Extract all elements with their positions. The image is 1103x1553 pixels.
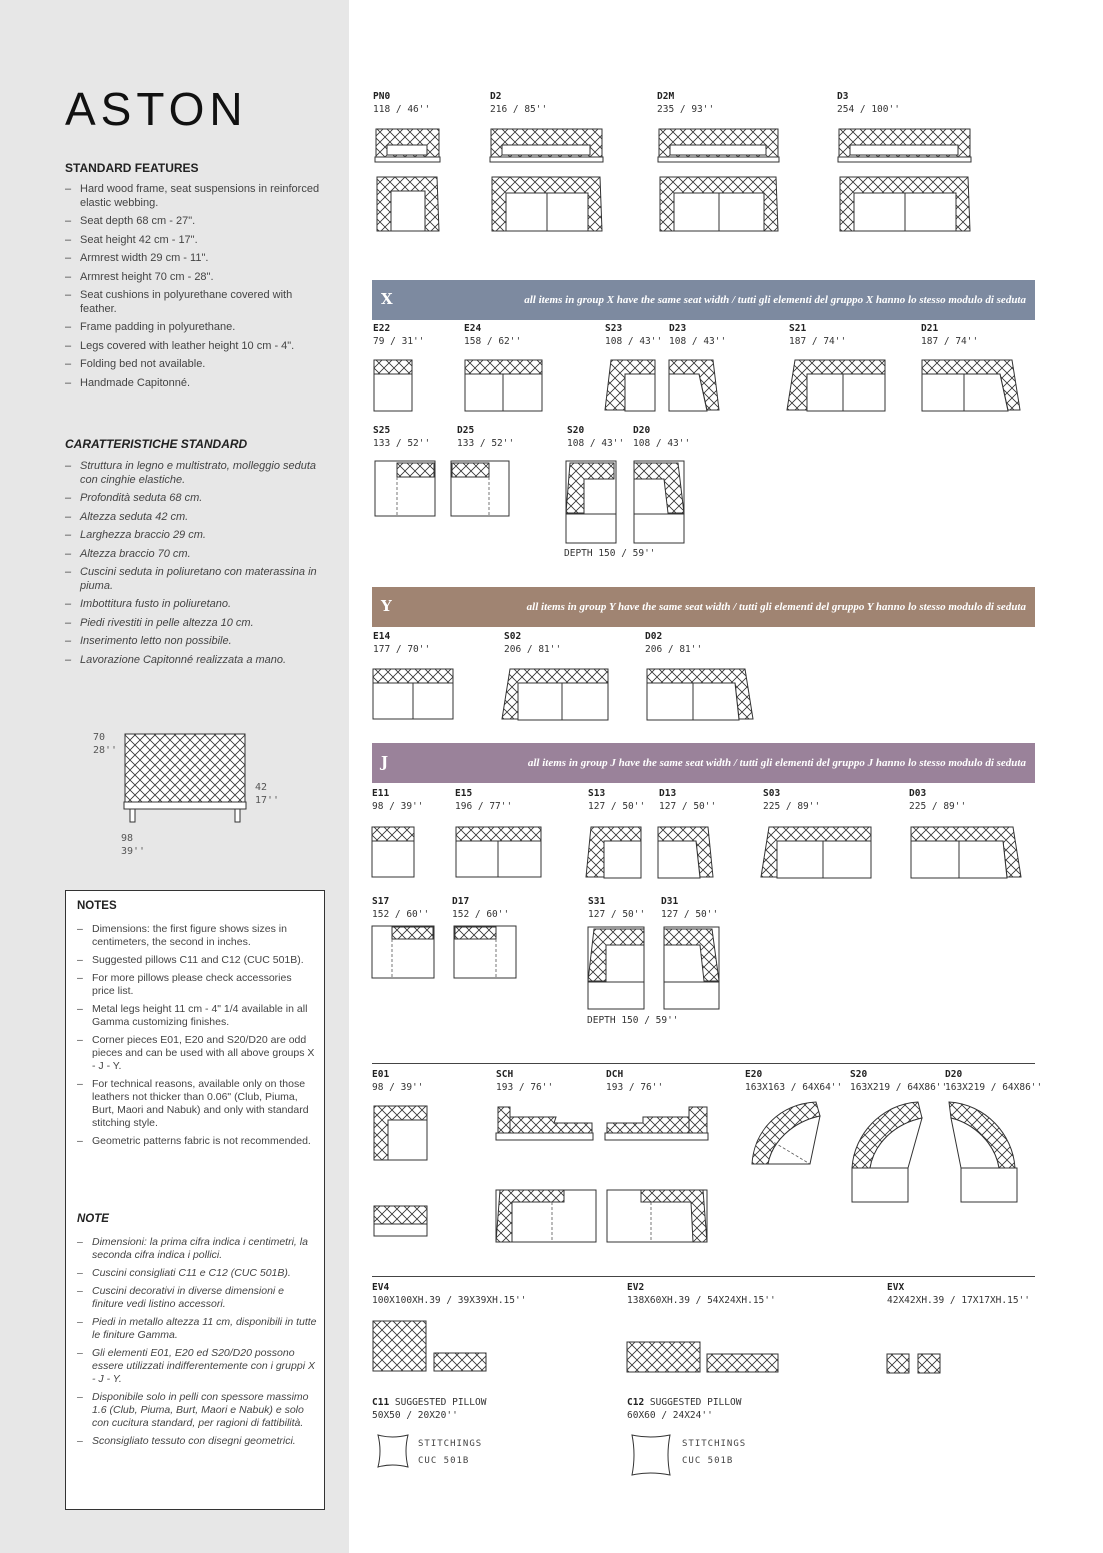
depth-label: DEPTH 150 / 59''	[564, 548, 656, 559]
ev-drawings	[372, 1320, 972, 1376]
item-label: PN0 118 / 46''	[373, 91, 431, 115]
item-label: E01 98 / 39''	[372, 1069, 424, 1093]
item-label: E24 158 / 62''	[464, 323, 522, 347]
feature-item: – Profondità seduta 68 cm.	[65, 492, 325, 506]
ev2-drawing	[627, 1342, 778, 1372]
feature-item: – Piedi rivestiti in pelle altezza 10 cm.	[65, 617, 325, 631]
group-x-row2-drawings	[375, 461, 695, 546]
c12-pillow-drawing	[632, 1435, 670, 1475]
note-item: – Metal legs height 11 cm - 4" 1/4 available in all Gamma customizing finishes.	[77, 1003, 317, 1029]
feature-item: – Seat cushions in polyurethane covered with feather.	[65, 289, 325, 316]
s20-corner-drawing	[852, 1102, 922, 1202]
caratteristiche-list	[65, 460, 325, 672]
feature-item: – Larghezza braccio 29 cm.	[65, 529, 325, 543]
feature-item: – Altezza braccio 70 cm.	[65, 548, 325, 562]
sidebar	[0, 0, 349, 1553]
evx-drawing	[887, 1354, 940, 1373]
side-profile-drawing	[120, 730, 250, 825]
side-height-dim: 70 28''	[93, 732, 118, 756]
feature-item: – Imbottitura fusto in poliuretano.	[65, 598, 325, 612]
d25-drawing	[451, 461, 509, 516]
group-y-band	[372, 587, 1035, 627]
group-j-row2-drawings	[372, 925, 732, 1011]
item-label: S13 127 / 50''	[588, 788, 646, 812]
d03-drawing	[911, 827, 1021, 878]
s13-drawing	[586, 827, 641, 878]
feature-item: – Armrest height 70 cm - 28".	[65, 271, 325, 285]
c11-pillow-drawing	[378, 1435, 408, 1467]
item-label: D02 206 / 81''	[645, 631, 703, 655]
item-label: SCH 193 / 76''	[496, 1069, 554, 1093]
item-label: S25 133 / 52''	[373, 425, 431, 449]
feature-item: – Struttura in legno e multistrato, molleggio seduta con cinghie elastiche.	[65, 460, 325, 487]
group-y-letter: Y	[381, 597, 392, 615]
e14-drawing	[373, 669, 453, 719]
note-item: – Dimensions: the first figure shows sizes in centimeters, the second in inches.	[77, 923, 317, 949]
standard-features-list	[65, 183, 325, 395]
sch-drawing	[496, 1107, 593, 1140]
item-label: E20 163X163 / 64X64''	[745, 1069, 843, 1093]
group-j-letter: J	[381, 753, 389, 771]
e22-drawing	[374, 360, 412, 411]
notes-list	[77, 923, 317, 1153]
feature-item: – Altezza seduta 42 cm.	[65, 511, 325, 525]
item-label: E15 196 / 77''	[455, 788, 513, 812]
group-y-drawings	[373, 667, 763, 723]
note-item: – For technical reasons, available only on those leathers not thicker than 0.06" (Club, Piuma, Burt, Maori and Nabuk) and only with standard stitching style.	[77, 1078, 317, 1130]
section-divider	[372, 1276, 1035, 1277]
e11-drawing	[372, 827, 414, 877]
feature-item: – Seat depth 68 cm - 27".	[65, 215, 325, 229]
sch-plan-drawing	[496, 1190, 596, 1242]
s25-drawing	[375, 461, 435, 516]
group-x-text: all items in group X have the same seat width / tutti gli elementi del gruppo X hanno lo stesso modulo di seduta	[524, 294, 1026, 306]
stitching-note: STITCHINGS CUC 501B	[682, 1439, 747, 1466]
item-label: S23 108 / 43''	[605, 323, 663, 347]
item-label: EV2 138X60XH.39 / 54X24XH.15''	[627, 1282, 776, 1306]
group-x-row1-drawings	[374, 358, 1034, 414]
s02-drawing	[502, 669, 608, 720]
s21-drawing	[787, 360, 885, 411]
item-label: D23 108 / 43''	[669, 323, 727, 347]
feature-item: – Lavorazione Capitonné realizzata a mano.	[65, 654, 325, 668]
item-label: DCH 193 / 76''	[606, 1069, 664, 1093]
notes-box	[65, 890, 325, 1510]
sofa-drawings-row	[375, 127, 975, 237]
item-label: E11 98 / 39''	[372, 788, 424, 812]
note-item: – Disponibile solo in pelli con spessore massimo 1.6 (Club, Piuma, Burt, Maori e Nabuk) e solo con cucitura standard, per ragioni di fattibilità.	[77, 1391, 317, 1430]
note-item: – Cuscini consigliati C11 e C12 (CUC 501B).	[77, 1267, 317, 1280]
item-label: D21 187 / 74''	[921, 323, 979, 347]
d13-drawing	[658, 827, 713, 878]
group-x-letter: X	[381, 290, 393, 308]
feature-item: – Frame padding in polyurethane.	[65, 321, 325, 335]
feature-item: – Hard wood frame, seat suspensions in reinforced elastic webbing.	[65, 183, 325, 210]
item-label: S31 127 / 50''	[588, 896, 646, 920]
pillow-label: C11 SUGGESTED PILLOW 50X50 / 20X20''	[372, 1397, 487, 1421]
sofa-d2m-drawing	[658, 129, 779, 231]
s23-drawing	[605, 360, 655, 411]
item-label: D31 127 / 50''	[661, 896, 719, 920]
s03-drawing	[761, 827, 871, 878]
item-label: D2M 235 / 93''	[657, 91, 715, 115]
note-item: – Geometric patterns fabric is not recommended.	[77, 1135, 317, 1148]
item-label: D2 216 / 85''	[490, 91, 548, 115]
item-label: D20 163X219 / 64X86''	[945, 1069, 1043, 1093]
corner-drawings	[372, 1100, 1032, 1245]
s17-drawing	[372, 926, 434, 978]
item-label: S17 152 / 60''	[372, 896, 430, 920]
item-label: S20 163X219 / 64X86''	[850, 1069, 948, 1093]
feature-item: – Folding bed not available.	[65, 358, 325, 372]
note-item: – Corner pieces E01, E20 and S20/D20 are odd pieces and can be used with all above groups X - J - Y.	[77, 1034, 317, 1073]
e15-drawing	[456, 827, 541, 877]
side-seat-height-dim: 42 17''	[255, 782, 280, 806]
stitching-note: STITCHINGS CUC 501B	[418, 1439, 483, 1466]
group-j-text: all items in group J have the same seat width / tutti gli elementi del gruppo J hanno lo stesso modulo di seduta	[527, 757, 1026, 769]
ev4-drawing	[373, 1321, 486, 1371]
item-label: D3 254 / 100''	[837, 91, 900, 115]
feature-item: – Cuscini seduta in poliuretano con materassina in piuma.	[65, 566, 325, 593]
section-divider	[372, 1063, 1035, 1064]
item-label: S02 206 / 81''	[504, 631, 562, 655]
item-label: E14 177 / 70''	[373, 631, 431, 655]
feature-item: – Armrest width 29 cm - 11".	[65, 252, 325, 266]
d23-drawing	[669, 360, 719, 411]
d20-corner-drawing	[949, 1102, 1017, 1202]
group-x-band	[372, 280, 1035, 320]
d31-drawing	[664, 927, 719, 1009]
item-label: E22 79 / 31''	[373, 323, 425, 347]
sofa-pn0-drawing	[375, 129, 440, 231]
d17-drawing	[454, 926, 516, 978]
note-item: – For more pillows please check accessories price list.	[77, 972, 317, 998]
e20-drawing	[752, 1102, 820, 1164]
group-y-text: all items in group Y have the same seat width / tutti gli elementi del gruppo Y hanno lo stesso modulo di seduta	[526, 601, 1026, 613]
d20-drawing	[634, 461, 684, 543]
item-label: S21 187 / 74''	[789, 323, 847, 347]
note-heading-it: NOTE	[77, 1213, 109, 1225]
item-label: EVX 42X42XH.39 / 17X17XH.15''	[887, 1282, 1030, 1306]
feature-item: – Handmade Capitonné.	[65, 377, 325, 391]
item-label: S03 225 / 89''	[763, 788, 821, 812]
item-label: D03 225 / 89''	[909, 788, 967, 812]
dch-drawing	[605, 1107, 708, 1140]
note-item: – Cuscini decorativi in diverse dimensioni e finiture vedi listino accessori.	[77, 1285, 317, 1311]
standard-features-heading: STANDARD FEATURES	[65, 161, 199, 175]
note-item: – Piedi in metallo altezza 11 cm, disponibili in tutte le finiture Gamma.	[77, 1316, 317, 1342]
feature-item: – Seat height 42 cm - 17".	[65, 234, 325, 248]
item-label: D17 152 / 60''	[452, 896, 510, 920]
e01-side-drawing	[374, 1206, 427, 1236]
note-item: – Dimensioni: la prima cifra indica i centimetri, la seconda cifra indica i pollici.	[77, 1236, 317, 1262]
item-label: D13 127 / 50''	[659, 788, 717, 812]
d02-drawing	[647, 669, 753, 720]
depth-label: DEPTH 150 / 59''	[587, 1015, 679, 1026]
s31-drawing	[588, 927, 644, 1009]
sofa-d3-drawing	[838, 129, 971, 231]
item-label: EV4 100X100XH.39 / 39X39XH.15''	[372, 1282, 527, 1306]
note-list-it	[77, 1236, 317, 1453]
note-item: – Suggested pillows C11 and C12 (CUC 501B).	[77, 954, 317, 967]
e24-drawing	[465, 360, 542, 411]
d21-drawing	[922, 360, 1020, 411]
side-depth-dim: 98 39''	[121, 833, 146, 857]
item-label: S20 108 / 43''	[567, 425, 625, 449]
product-title: ASTON	[65, 83, 248, 135]
notes-heading: NOTES	[77, 900, 117, 912]
pillow-label: C12 SUGGESTED PILLOW 60X60 / 24X24''	[627, 1397, 742, 1421]
note-item: – Gli elementi E01, E20 ed S20/D20 possono essere utilizzati indifferentemente con i gruppi X - J - Y.	[77, 1347, 317, 1386]
item-label: D20 108 / 43''	[633, 425, 691, 449]
group-j-row1-drawings	[372, 825, 1032, 881]
dch-plan-drawing	[607, 1190, 707, 1242]
item-label: D25 133 / 52''	[457, 425, 515, 449]
feature-item: – Inserimento letto non possibile.	[65, 635, 325, 649]
caratteristiche-heading: CARATTERISTICHE STANDARD	[65, 437, 248, 451]
sofa-d2-drawing	[490, 129, 603, 231]
e01-drawing	[374, 1106, 427, 1160]
feature-item: – Legs covered with leather height 10 cm - 4".	[65, 340, 325, 354]
note-item: – Sconsigliato tessuto con disegni geometrici.	[77, 1435, 317, 1448]
group-j-band	[372, 743, 1035, 783]
s20-drawing	[566, 461, 616, 543]
